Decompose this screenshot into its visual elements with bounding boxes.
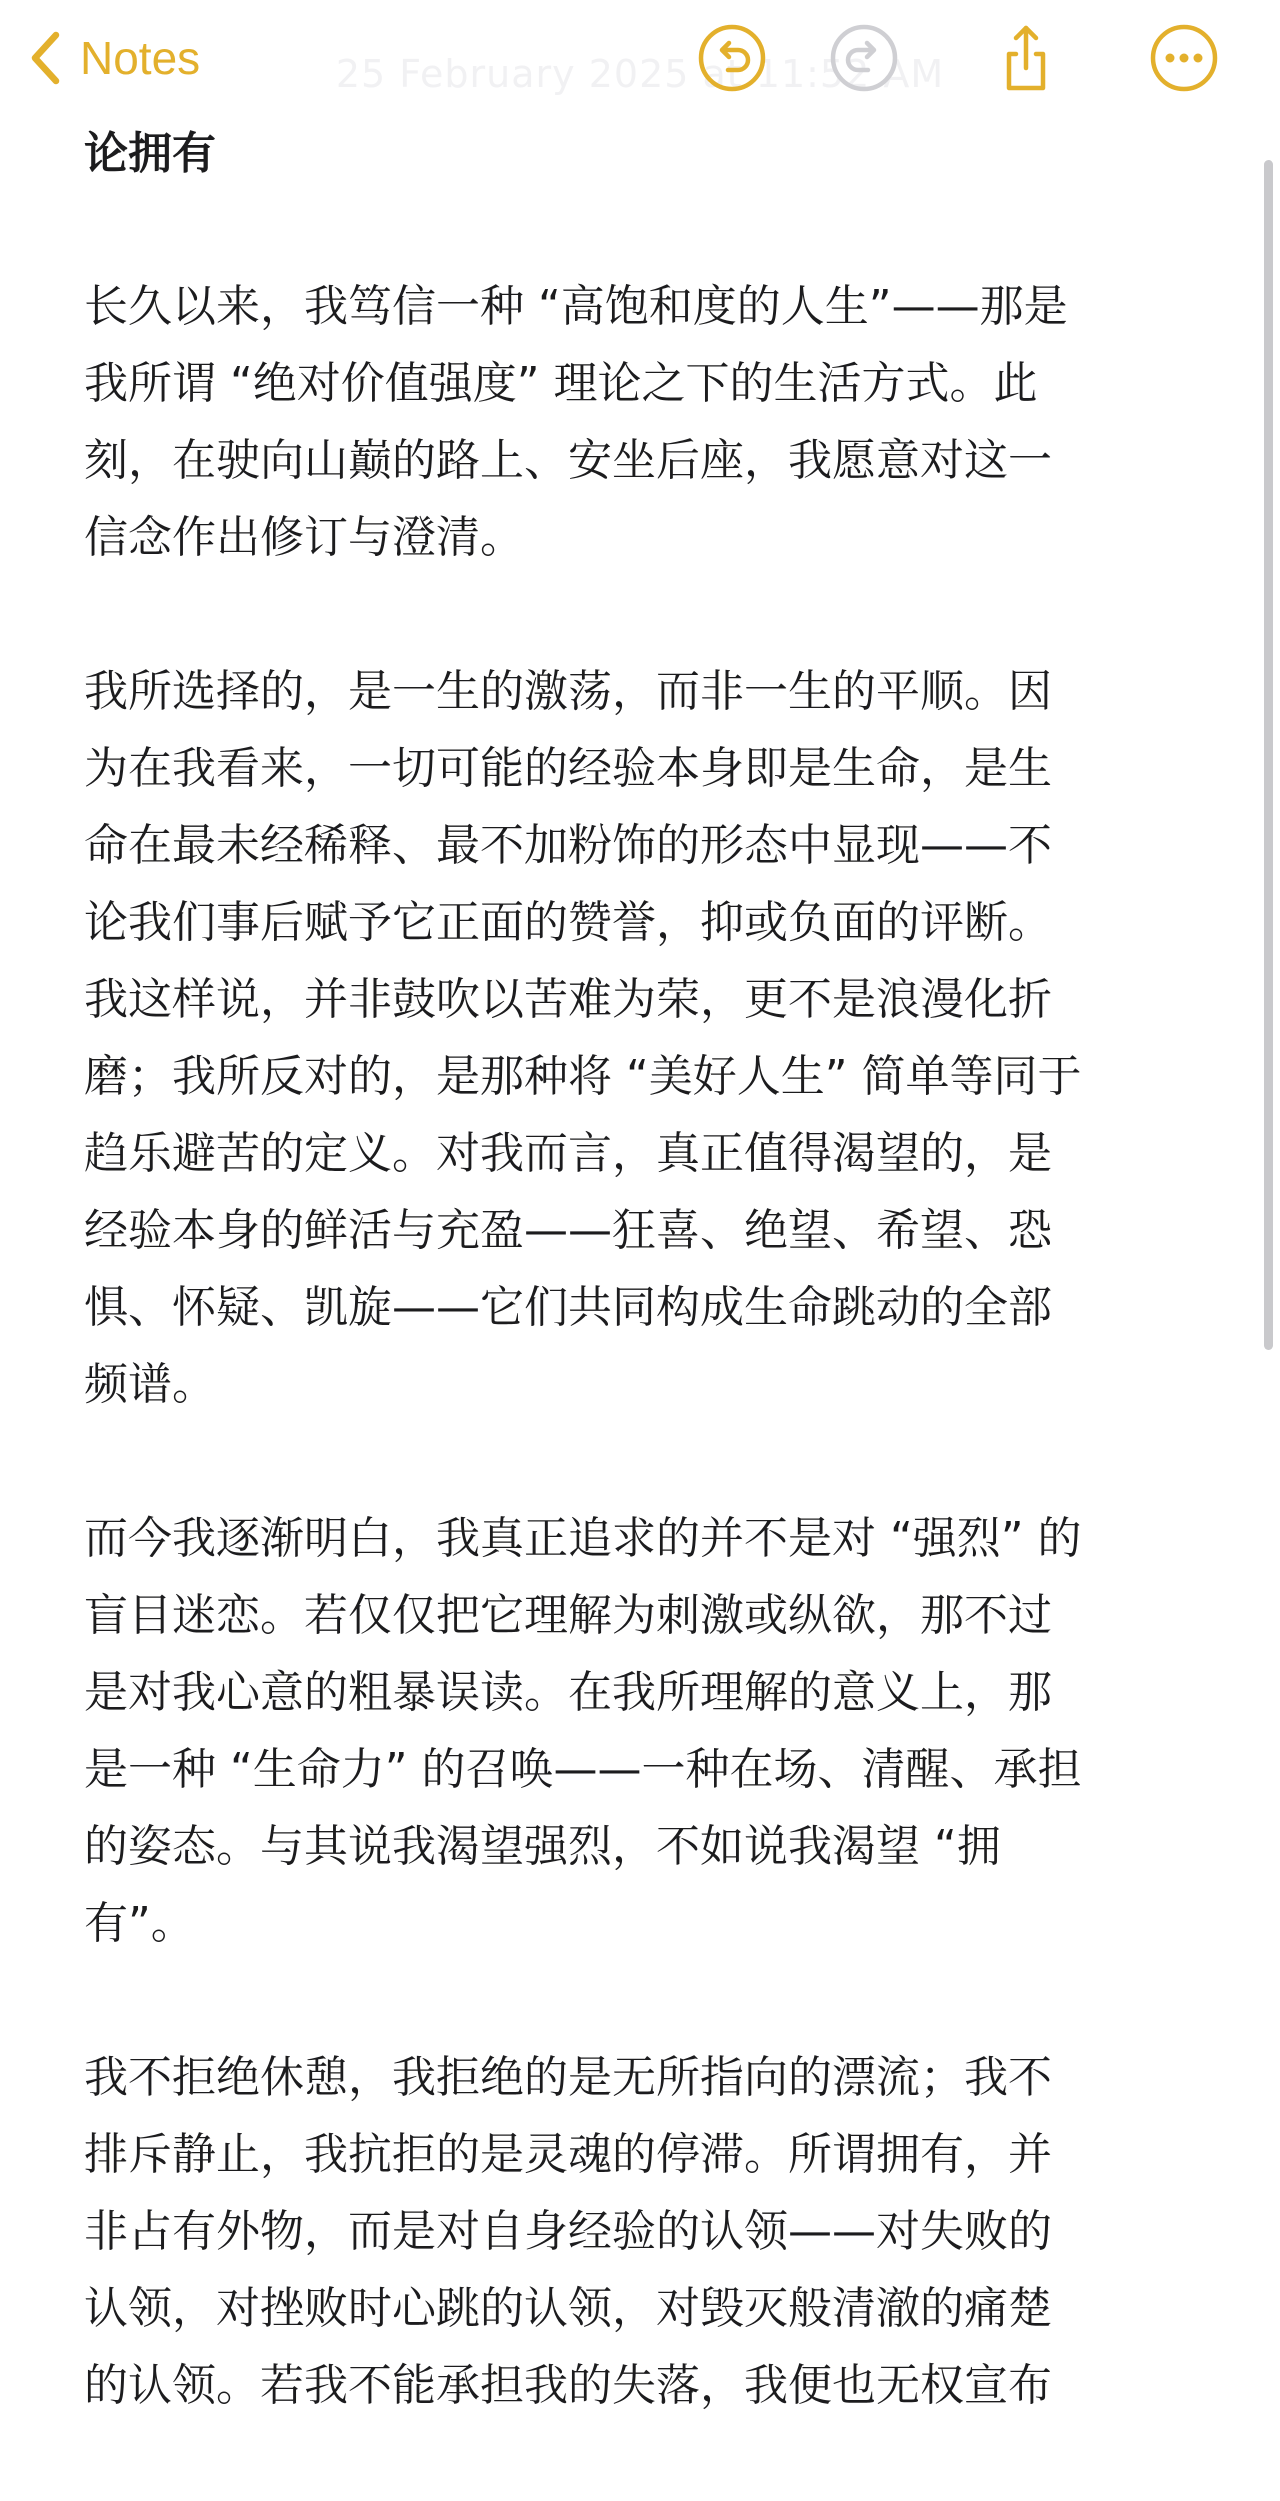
back-label: Notes <box>80 32 201 84</box>
back-button[interactable] <box>28 24 200 92</box>
navigation-bar <box>0 0 1280 120</box>
text-line: 有”。 <box>84 1898 195 1949</box>
redo-icon <box>828 22 900 94</box>
text-line: 频谱。 <box>84 1359 216 1410</box>
text-line: 的认领。若我不能承担我的失落，我便也无权宣布 <box>84 2360 1052 2411</box>
text-line: 而今我逐渐明白，我真正追求的并不是对 “强烈” 的 <box>84 1513 1082 1564</box>
text-line: 论我们事后赋予它正面的赞誉，抑或负面的评断。 <box>84 897 1052 948</box>
text-line: 长久以来，我笃信一种 “高饱和度的人生”——那是 <box>84 281 1068 332</box>
redo-button[interactable] <box>828 22 900 94</box>
text-line: 盲目迷恋。若仅仅把它理解为刺激或纵欲，那不过 <box>84 1590 1052 1641</box>
text-line: 惧、怀疑、凯旋——它们共同构成生命跳动的全部 <box>84 1282 1052 1333</box>
text-line: 非占有外物，而是对自身经验的认领——对失败的 <box>84 2206 1052 2257</box>
paragraph <box>84 653 1204 1423</box>
note-date: 25 February 2025 at 11:52 AM <box>335 52 945 96</box>
chevron-left-icon <box>28 30 62 86</box>
paragraph <box>84 2039 1204 2424</box>
text-line: 我所选择的，是一生的激荡，而非一生的平顺。因 <box>84 666 1052 717</box>
text-line: 信念作出修订与澄清。 <box>84 512 524 563</box>
undo-button[interactable] <box>696 22 768 94</box>
scrollbar[interactable] <box>1264 160 1273 1350</box>
text-line: 我这样说，并非鼓吹以苦难为荣，更不是浪漫化折 <box>84 974 1052 1025</box>
text-line: 是一种 “生命力” 的召唤——一种在场、清醒、承担 <box>84 1744 1082 1795</box>
paragraph <box>84 1500 1204 1962</box>
undo-icon <box>696 22 768 94</box>
note-title: 论拥有 <box>84 128 216 179</box>
text-line: 排斥静止，我抗拒的是灵魂的停滞。所谓拥有，并 <box>84 2129 1052 2180</box>
text-line: 经验本身的鲜活与充盈——狂喜、绝望、希望、恐 <box>84 1205 1052 1256</box>
share-icon <box>990 22 1062 94</box>
note-body[interactable] <box>84 116 1204 2501</box>
share-button[interactable] <box>990 22 1062 94</box>
text-line: 磨；我所反对的，是那种将 “美好人生” 简单等同于 <box>84 1051 1082 1102</box>
text-line: 刻，在驶向山巅的路上、安坐后座，我愿意对这一 <box>84 435 1052 486</box>
text-line: 的姿态。与其说我渴望强烈，不如说我渴望 “拥 <box>84 1821 1001 1872</box>
text-line: 认领，对挫败时心跳的认领，对毁灭般清澈的痛楚 <box>84 2283 1052 2334</box>
text-line: 趋乐避苦的定义。对我而言，真正值得渴望的，是 <box>84 1128 1052 1179</box>
text-line: 是对我心意的粗暴误读。在我所理解的意义上，那 <box>84 1667 1052 1718</box>
more-icon <box>1148 22 1220 94</box>
text-line: 为在我看来，一切可能的经验本身即是生命，是生 <box>84 743 1052 794</box>
text-line: 我不拒绝休憩，我拒绝的是无所指向的漂流；我不 <box>84 2052 1052 2103</box>
paragraph <box>84 268 1204 576</box>
more-button[interactable] <box>1148 22 1220 94</box>
text-line: 我所谓 “绝对价值强度” 理论之下的生活方式。此 <box>84 358 1038 409</box>
text-line: 命在最未经稀释、最不加粉饰的形态中显现——不 <box>84 820 1052 871</box>
